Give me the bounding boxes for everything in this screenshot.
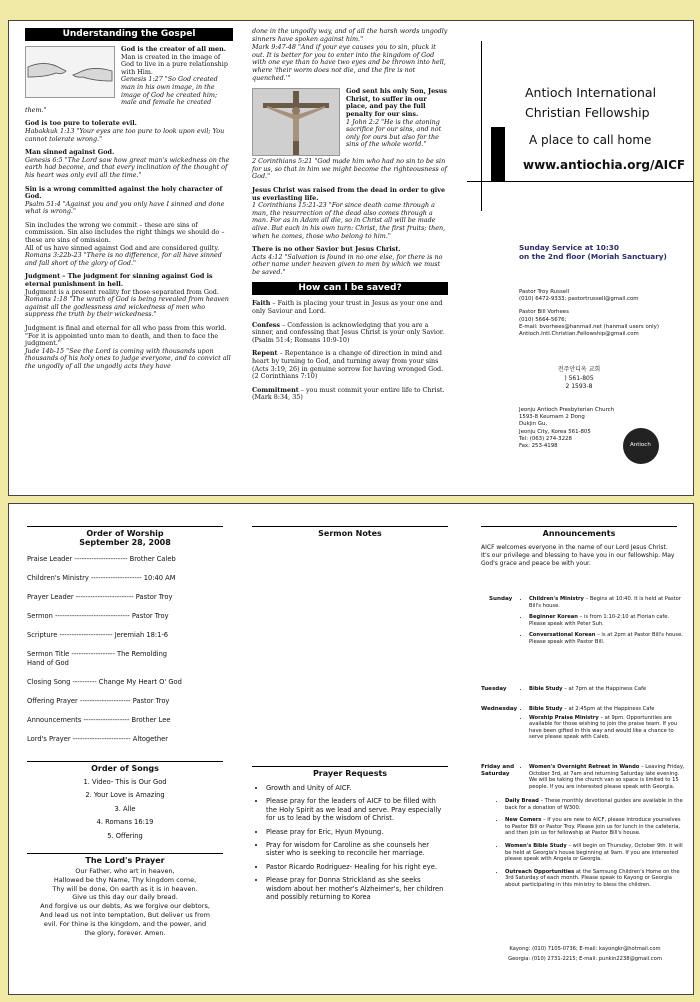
cover-panel <box>467 21 693 495</box>
commission-text: Sin includes the wrong we commit – these are sins of commission. Sin also includes the right things we should do – these are sins of omission. <box>25 220 225 245</box>
prayer-line: And forgive us our debts, As we forgive our debtors, <box>40 902 210 911</box>
sunday-item-title: Children's Ministry <box>529 596 584 602</box>
mark-ref: Mark 9:47-48 "And if your eye causes you to sin, pluck it out. It is better for you to enter into the kingdom of God with one eye than to have two eyes and be thrown into hell, where 'their worm does not die, and the fire is not quenched.'" <box>252 43 446 82</box>
general-announcements <box>495 798 687 889</box>
lords-prayer-text <box>27 867 223 937</box>
sin-heading: Man sinned against God. <box>25 148 115 157</box>
song-item: 4. Romans 16:19 <box>96 818 154 827</box>
announcement-text: – will begin on Thursday, October 9th. It will be held at Georgia's house beginning at 9am. If you are interested please speak with Angela or Georgia. <box>505 842 683 863</box>
friday-list <box>519 764 687 790</box>
worship-item: Closing Song ---------- Change My Heart O' God <box>27 678 182 686</box>
song-item: 2. Your Love is Amazing <box>85 791 165 800</box>
prayer-line: Hallowed be thy Name, Thy kingdom come, <box>53 875 197 884</box>
sermon-notes-area[interactable] <box>252 538 448 766</box>
brochure-inside <box>8 503 694 995</box>
son-heading: God sent his only Son, Jesus Christ, to suffer in our place, and pay the full penalty for our sins. <box>346 87 447 118</box>
prayer-line: Our Father, who art in heaven, <box>75 867 175 876</box>
worship-item: Lord's Prayer ------------------------ Altogether <box>27 735 169 743</box>
song-item: 3. Alle <box>114 804 136 813</box>
contact-kayong[interactable]: Kayong: (010) 7105-0736; E-mail: kayongkr@hotmail.com <box>509 946 661 952</box>
commit-label: Commitment <box>252 385 299 394</box>
friday-item-title: Women's Overnight Retreat in Wando <box>529 764 640 770</box>
pastor2-email2[interactable]: Antioch.Intl.Christian.Fellowship@gmail.com <box>519 331 639 338</box>
sin-ref: Genesis 6:5 "The Lord saw how great man's wickedness on the earth had become, and that every inclination of the thought of his heart was only evil all the time." <box>25 155 230 179</box>
announcement-text: at the Samsung Children's Home on the 3rd Saturday of each month. Please speak to Kayong or Georgia about participating in this ministry to bless the children. <box>505 868 680 888</box>
day-sunday: Sunday <box>489 596 513 602</box>
worship-title: Order of Worship <box>27 526 223 538</box>
repent-label: Repent <box>252 349 278 358</box>
address-fax: Fax: 253-4198 <box>519 443 558 450</box>
judgment-text: Judgment is a present reality for those separated from God. <box>25 287 219 296</box>
address-number: 2 1593-8 <box>565 383 593 391</box>
saved-title: How can I be saved? <box>252 282 448 295</box>
address-line3: Dukjin Gu, <box>519 421 548 428</box>
wednesday-item-title: Bible Study <box>529 706 563 712</box>
pastor1-name: Pastor Troy Russell <box>519 289 570 295</box>
prayer-requests-title: Prayer Requests <box>252 766 448 778</box>
holy-ref: Habakkuk 1:13 "Your eyes are too pure to look upon evil; You cannot tolerate wrong." <box>25 126 225 143</box>
wednesday-item-text: – at 9pm. Opportunities are available for those wishing to join the praise team. If you have been gifted in this way and would like a chance to serve please speak with Caleb. <box>529 714 678 741</box>
worship-item: Offering Prayer --------------------- Pastor Troy <box>27 697 170 705</box>
prayer-item: • Please pray for Donna Strickland as she seeks wisdom about her mother's Alzheimer's, her children and possibly returning to Korea <box>266 876 448 901</box>
worship-item: Praise Leader ---------------------- Brother Caleb <box>27 555 176 563</box>
tuesday-item-title: Bible Study <box>529 686 563 692</box>
address-line2: 1593-8 Keumam 2 Dong <box>519 414 585 421</box>
worship-item: Announcements ------------------- Brother Lee <box>27 716 171 724</box>
repent-text: – Repentance is a change of direction in mind and heart by turning to God, and turning away from your sins (Acts 3:19, 26) in genuine sorrow for having wronged God. (2 Corinthians 7:10) <box>252 349 444 381</box>
wrong-heading: Sin is a wrong committed against the holy character of God. <box>25 184 223 201</box>
judgment-ref: Romans 1:18 "The wrath of God is being revealed from heaven against all the godlessness and wickedness of men who suppress the truth by their wickedness." <box>25 295 229 319</box>
church-name-line1: Antioch International <box>525 85 657 100</box>
announcement-title: Daily Bread <box>505 798 539 804</box>
cover-rule-horizontal <box>467 181 693 182</box>
savior-heading: There is no other Savior but Jesus Christ. <box>252 245 401 254</box>
sermon-notes-title: Sermon Notes <box>252 526 448 538</box>
day-friday-saturday: Friday and Saturday <box>481 764 515 777</box>
gospel-title: Understanding the Gospel <box>25 28 233 41</box>
tagline: A place to call home <box>529 133 652 147</box>
prayer-item: • Pastor Ricardo Rodriguez- Healing for his right eye. <box>266 863 448 871</box>
announcement-text: – These monthly devotional guides are available in the back for a donation of W300. <box>505 798 683 811</box>
wednesday-item-text: – at 2:45pm at the Happiness Cafe <box>562 706 655 712</box>
worship-item: Hand of God <box>27 659 69 667</box>
notes-column <box>252 526 448 906</box>
announcements-title: Announcements <box>481 526 677 538</box>
savior-ref: Acts 4:12 "Salvation is found in no one else, for there is no other name under heaven given to men by which we must be saved." <box>252 252 443 276</box>
sunday-item-text: – is from 1:10-2:10 at Florian cafe. Please speak with Peter Suh. <box>529 614 670 627</box>
tuesday-item-text: – at 7pm at the Happiness Cafe <box>562 686 647 692</box>
gospel-column-2 <box>252 28 448 408</box>
sunday-list <box>519 596 687 646</box>
contacts <box>501 946 669 963</box>
address-line1: Jeonju Antioch Presbyterian Church <box>519 407 614 413</box>
holy-heading: God is too pure to tolerate evil. <box>25 119 137 128</box>
wrong-ref: Psalm 51:4 "Against you and you only have I sinned and done what is wrong." <box>25 199 225 216</box>
website-link[interactable]: www.antiochia.org/AICF <box>523 158 686 172</box>
creator-text: Man is created in the image of God to live in a pure relationship with Him. <box>121 52 228 76</box>
songs-title: Order of Songs <box>27 761 223 773</box>
creator-ref: Genesis 1:27 "So God created man in his own image, in the image of God he created him; male and female he created them." <box>25 75 218 114</box>
prayer-item: • Pray for wisdom for Caroline as she counsels her sister who is seeking to reconcile her marriage. <box>266 841 448 858</box>
worship-column <box>27 526 223 937</box>
final-ref: Jude 14b-15 "See the Lord is coming with thousands upon thousands of his holy ones to judge everyone, and to convict all the ungodly of all the ungodly acts they have <box>25 346 231 370</box>
pastor2-email[interactable]: E-mail: bvorhees@hanmail.net (hanmail users only) <box>519 323 659 330</box>
announcement-title: Women's Bible Study <box>505 842 567 849</box>
raised-heading: Jesus Christ was raised from the dead in order to give us everlasting life. <box>252 185 446 202</box>
gospel-column-1 <box>25 28 233 377</box>
cover-rule-thick <box>491 127 505 181</box>
judgment-heading: Judgment – The judgment for sinning against God is eternal punishment in hell. <box>25 272 213 289</box>
all-sinned-ref: Romans 3:22b-23 "There is no difference, for all have sinned and fall short of the glory of God." <box>25 251 222 267</box>
address-postal: ) 561-805 <box>564 374 594 382</box>
brochure-outside <box>8 20 694 496</box>
announcements-column <box>481 526 685 988</box>
address-tel: Tel: (063) 274-3228 <box>519 435 572 442</box>
church-name-line2: Christian Fellowship <box>525 105 650 120</box>
address-line4: Jeonju City, Korea 561-805 <box>519 428 591 435</box>
confess-label: Confess <box>252 320 281 329</box>
faith-label: Faith <box>252 299 271 308</box>
prayer-line: the glory, forever. Amen. <box>84 928 166 937</box>
friday-item-text: – Leaving Friday, October 3rd, at 7am and returning Saturday late evening. We will be taking the church van so space is limited to 15 people. If you are interested please speak with Georgia. <box>529 764 685 790</box>
sunday-item-title: Conversational Korean <box>529 632 596 639</box>
church-logo <box>623 428 659 464</box>
cor-ref: 2 Corinthians 5:21 "God made him who had no sin to be sin for us, so that in him we might become the righteousness of God." <box>252 157 447 181</box>
creator-heading: God is the creator of all men. <box>121 45 226 53</box>
tuesday-list <box>519 686 687 693</box>
service-time: Sunday Service at 10:30 <box>519 243 619 252</box>
contact-georgia[interactable]: Georgia: (010) 2731-2215; E-mail: punkin2238@gmail.com <box>508 956 662 962</box>
prayer-item: • Growth and Unity of AICF. <box>266 784 448 792</box>
day-wednesday: Wednesday <box>481 706 518 712</box>
announcement-title: Outreach Opportunities <box>505 868 575 875</box>
worship-item: Scripture ---------------------- Jeremiah 18:1-6 <box>27 631 169 639</box>
prayer-line: evil. For thine is the kingdom, and the power, and <box>43 919 207 928</box>
song-item: 5. Offering <box>107 831 143 840</box>
prayer-line: Thy will be done, On earth as it is in heaven. <box>52 884 198 893</box>
prayer-item: • Please pray for the leaders of AICF to be filled with the Holy Spirit as we lead and serve. Pray especially for us to lead by the wisdom of Christ. <box>266 797 448 822</box>
prayer-item: • Please pray for Eric, Hyun Myoung. <box>266 828 448 836</box>
sunday-item-text: – is at 2pm at Pastor Bill's house. Please speak with Pastor Bill. <box>529 632 683 645</box>
wednesday-item-title: Worship Praise Ministry <box>529 714 599 721</box>
songs-list <box>27 776 223 843</box>
pastor2-name: Pastor Bill Vorhees <box>519 309 569 316</box>
faith-text: – Faith is placing your trust in Jesus as your one and only Saviour and Lord. <box>252 299 443 316</box>
pastor1-contact[interactable]: (010) 6472-9333; pastortrussell@gmail.com <box>519 296 639 303</box>
prayer-line: And lead us not into temptation, But deliver us from <box>40 911 210 920</box>
logo-text: Antioch <box>630 442 651 448</box>
day-tuesday: Tuesday <box>481 686 507 692</box>
announcements-intro: AICF welcomes everyone in the name of our Lord Jesus Christ. It's our privilege and blessing to have you in our fellowship. May God's grace and peace be with your. <box>481 544 675 567</box>
john-ref: 1 John 2:2 "He is the atoning sacrifice for our sins, and not only for ours but also for the sins of the whole world." <box>346 117 442 149</box>
prayer-list <box>252 784 448 901</box>
prayer-line: Give us this day our daily bread. <box>72 893 178 902</box>
raised-ref: 1 Corinthians 15:21-23 "For since death came through a man, the resurrection of the dead also comes through a man. For as in Adam all die, so in Christ all will be made alive. But each in his own turn: Christ, the first fruits; then, when he comes, those who belong to him." <box>252 201 446 240</box>
worship-date: September 28, 2008 <box>79 538 171 547</box>
announcement-text: – If you are new to AICF, please introduce yourselves to Pastor Bill or Pastor Troy. Please join us for lunch in the cafeteria, and then join us for fellowship at Pastor Bill's house. <box>505 817 681 837</box>
worship-item: Sermon ------------------------------- Pastor Troy <box>27 612 169 620</box>
sunday-item-text: – Begins at 10:40. It is held at Pastor Bill's house. <box>529 596 681 609</box>
confess-text: – Confession is acknowledging that you are a sinner, and confessing that Jesus Christ is your only Savior. (Psalm 51:4; Romans 10:9-10) <box>252 320 445 344</box>
korean-church-name: 전주안디옥 교회 <box>557 366 601 373</box>
worship-list <box>27 550 223 749</box>
announcement-title: New Comers <box>505 817 542 824</box>
cover-rule-vertical <box>481 41 482 211</box>
wednesday-list <box>519 706 687 741</box>
pastor2-phone: (010) 5664-5676; <box>519 316 567 323</box>
crucifixion-image <box>252 88 340 156</box>
lords-prayer-title: The Lord's Prayer <box>27 853 223 865</box>
worship-item: Children's Ministry --------------------- 10:40 AM <box>27 574 176 582</box>
hands-of-creation-image <box>25 46 115 98</box>
commit-text: – you must commit your entire life to Christ. (Mark 8:34, 35) <box>252 385 445 402</box>
service-location: on the 2nd floor (Moriah Sanctuary) <box>519 252 667 262</box>
jude-cont: done in the ungodly way, and of all the harsh words ungodly sinners have spoken against him." <box>252 27 448 43</box>
song-item: 1. Video- This is Our God <box>83 778 167 786</box>
final-text: Judgment is final and eternal for all who pass from this world. "For it is appointed unto man to death, and then to face the judgment." <box>25 324 227 348</box>
worship-item: Sermon Title ------------------ The Remolding <box>27 650 168 658</box>
worship-item: Prayer Leader ------------------------ Pastor Troy <box>27 593 173 601</box>
sunday-item-title: Beginner Korean <box>529 614 578 621</box>
all-sinned-text: All of us have sinned against God and are considered guilty. <box>25 243 220 252</box>
